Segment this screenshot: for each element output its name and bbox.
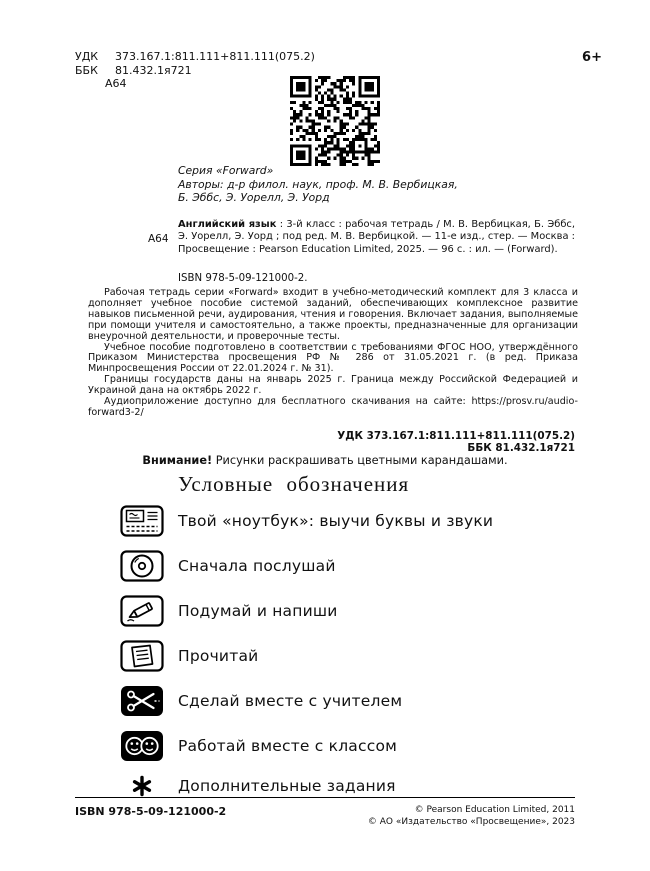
book-code: А64: [105, 77, 127, 90]
copyright-line-1: © Pearson Education Limited, 2011: [414, 805, 575, 815]
copyright-block: [368, 805, 575, 828]
read-icon: [120, 640, 164, 672]
annotation-paragraph: Границы государств даны на январь 2025 г. Граница между Российской Федерацией и Украиной дана на октябрь 2022 г.: [88, 374, 578, 397]
bbk-code-bold: ББК 81.432.1я721: [467, 442, 575, 455]
attention-note: [75, 454, 575, 467]
legend-item-label: Сначала послушай: [178, 556, 336, 575]
legend-list: [120, 498, 580, 804]
qr-code: [290, 76, 380, 166]
biblio-text: : 3-й класс : рабочая тетрадь / М. В. Вербицкая, Б. Эббс, Э. Уорелл, Э. Уорд ; под ред. М. В. Вербицкой. — 11-е изд., стер. — Москва : Просвещение : Pearson Education Limited, 2025. — 96 с. : ил. — (Forward).: [178, 219, 575, 255]
series-block: [178, 164, 458, 205]
bibliographic-record: [75, 219, 575, 256]
legend-item: [120, 498, 580, 543]
bbk-label: ББК: [75, 63, 98, 77]
pencil-icon: [120, 595, 164, 627]
legend-item: [120, 678, 580, 723]
asterisk-icon: [120, 775, 164, 797]
annotation-block: [88, 288, 578, 419]
legend-item: [120, 723, 580, 768]
isbn-line: ISBN 978-5-09-121000-2.: [178, 273, 308, 284]
age-rating-badge: 6+: [582, 50, 602, 65]
udk-value: 373.167.1:811.111+811.111(075.2): [115, 50, 315, 63]
imprint-codes-top: [75, 50, 495, 91]
attention-lead: Внимание!: [142, 454, 213, 467]
authors-line-1: Авторы: д-р филол. наук, проф. М. В. Вербицкая,: [178, 177, 458, 191]
bbk-value: 81.432.1я721: [115, 63, 192, 77]
legend-item-label: Сделай вместе с учителем: [178, 691, 403, 710]
annotation-paragraph: Аудиоприложение доступно для бесплатного скачивания на сайте: https://prosv.ru/audio-forward3-2/: [88, 396, 578, 418]
footer-isbn: ISBN 978-5-09-121000-2: [75, 805, 227, 818]
legend-item-label: Твой «ноутбук»: выучи буквы и звуки: [178, 511, 494, 530]
series-title: Серия «Forward»: [178, 164, 274, 177]
margin-code: А64: [148, 233, 169, 245]
legend-item-label: Подумай и напиши: [178, 601, 338, 620]
udk-label: УДК: [75, 50, 99, 63]
copyright-line-2: © АО «Издательство «Просвещение», 2023: [367, 816, 575, 827]
legend-item: [120, 543, 580, 588]
biblio-title: Английский язык: [178, 219, 277, 230]
annotation-paragraph: Рабочая тетрадь серии «Forward» входит в учебно-методический комплект для 3 класса и дополняет учебное пособие системой заданий, обеспечивающих комплексное развитие навыков письменной речи, аудирования, чтения и говорения. Включает задания, выполняемые при помощи учителя и самостоятельно, а также проекты, предназначенные для организации внеурочной деятельности, и проверочные тесты.: [88, 287, 578, 342]
footer: [75, 797, 575, 828]
udk-line: [75, 50, 495, 64]
annotation-paragraph: Учебное пособие подготовлено в соответствии с требованиями ФГОС НОО, утверждённого Приказом Министерства просвещения РФ № 286 от 31.05.2021 г. (в ред. Приказа Минпросвещения России от 22.01.2024 г. № 31).: [88, 341, 578, 375]
legend-item: [120, 633, 580, 678]
legend-item-label: Работай вместе с классом: [178, 736, 398, 755]
authors-line-2: Б. Эббс, Э. Уорелл, Э. Уорд: [178, 191, 330, 204]
legend-heading: Условные обозначения: [178, 472, 410, 496]
bbk-line: [75, 64, 495, 78]
cd-icon: [120, 550, 164, 582]
legend-item-label: Прочитай: [178, 646, 259, 665]
laptop-icon: [120, 505, 164, 537]
legend-item: [120, 588, 580, 633]
faces-icon: [120, 730, 164, 762]
attention-text: Рисунки раскрашивать цветными карандашами.: [212, 454, 508, 467]
legend-item-label: Дополнительные задания: [178, 777, 396, 795]
udk-code-bold: УДК 373.167.1:811.111+811.111(075.2): [337, 430, 575, 442]
scissors-icon: [120, 685, 164, 717]
imprint-codes-bottom: [75, 430, 575, 454]
